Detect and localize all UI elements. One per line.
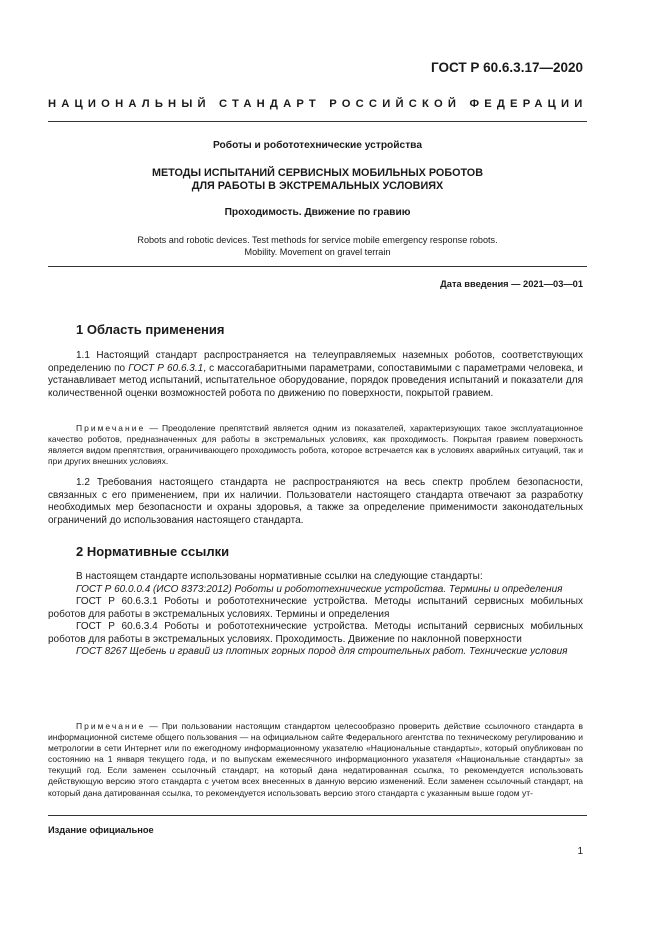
section2-heading: 2 Нормативные ссылки — [76, 544, 230, 559]
national-standard-banner: НАЦИОНАЛЬНЫЙ СТАНДАРТ РОССИЙСКОЙ ФЕДЕРАЦИИ — [48, 98, 588, 110]
section1-p1 — [48, 350, 583, 400]
doc-subtitle: Роботы и робототехнические устройства — [213, 140, 422, 151]
section2-ref1: ГОСТ Р 60.0.0.4 (ИСО 8373:2012) Роботы и робототехнические устройства. Термины и определения — [76, 583, 563, 595]
section2-note — [48, 721, 583, 799]
section2-refs — [48, 571, 583, 659]
doc-title-line2: ДЛЯ РАБОТЫ В ЭКСТРЕМАЛЬНЫХ УСЛОВИЯХ — [191, 180, 444, 192]
footer-rule — [48, 815, 587, 816]
title-rule — [48, 266, 587, 267]
section1-note-text: — Преодоление препятствий является одним из показателей, характеризующих такое эксплуатационное качество роботов, предназначенных для работы в экстремальных условиях, как проходимость. Покрытая гравием поверхность является видом препятствия, ограничивающего проходимость робота, которое встречается как в условиях аварийных ситуаций, так и при других внешних условиях. — [48, 423, 583, 467]
official-edition: Издание официальное — [48, 825, 154, 835]
doc-subtitle2: Проходимость. Движение по гравию — [224, 207, 411, 218]
section2-ref4: ГОСТ 8267 Щебень и гравий из плотных горных пород для строительных работ. Технические условия — [76, 646, 568, 657]
section1-p1-text-a: 1.1 Настоящий стандарт распространяется на телеуправляемых наземных роботов, соответствующих определению по — [48, 350, 583, 374]
section1-note — [48, 423, 583, 467]
section1-heading: 1 Область применения — [76, 322, 225, 337]
page-number: 1 — [577, 846, 583, 857]
doc-number: ГОСТ Р 60.6.3.17—2020 — [431, 60, 583, 75]
date-introduced: Дата введения — 2021—03—01 — [440, 279, 583, 289]
section2-ref2: ГОСТ Р 60.6.3.1 Роботы и робототехнические устройства. Методы испытаний сервисных мобильных роботов для работы в экстремальных условиях. Термины и определения — [48, 596, 583, 620]
section2-note-text: — При пользовании настоящим стандартом целесообразно проверить действие ссылочного стандарта в информационной системе общего пользования — на официальном сайте Федерального агентства по техническому регулированию и метрологии в сети Интернет или по ежегодному информационному указателю «Национальные стандарты», который опубликован по состоянию на 1 января текущего года, и по выпускам ежемесячного информационного указателя «Национальные стандарты» за текущий год. Если заменен ссылочный стандарт, на который дана недатированная ссылка, то рекомендуется использовать действующую версию этого стандарта с учетом всех внесенных в данную версию изменений. Если заменен ссылочный стандарт, на который дана датированная ссылка, то рекомендуется использовать версию этого стандарта с указанным выше годом ут- — [48, 721, 583, 798]
doc-title-line1: МЕТОДЫ ИСПЫТАНИЙ СЕРВИСНЫХ МОБИЛЬНЫХ РОБОТОВ — [151, 167, 484, 179]
section2-note-label: Примечание — [76, 721, 146, 731]
english-title-line1: Robots and robotic devices. Test methods for service mobile emergency response robots. — [137, 235, 498, 245]
section1-p1-text-b: , с массогабаритными параметрами, сопоставимыми с параметрами человека, и устанавливает метод испытаний, испытательное оборудование, порядок проведения испытаний и показатели для количественной оценки возможностей робота по движению по поверхности, покрытой гравием. — [48, 362, 583, 399]
section2-intro: В настоящем стандарте использованы нормативные ссылки на следующие стандарты: — [76, 571, 483, 582]
english-title-line2: Mobility. Movement on gravel terrain — [244, 247, 391, 257]
section1-note-label: Примечание — [76, 423, 146, 433]
english-title — [48, 234, 587, 258]
section1-p2-text: 1.2 Требования настоящего стандарта не распространяются на весь спектр проблем безопасности, связанных с его применением, при их наличии. Пользователи настоящего стандарта отвечают за разработку необходимых мер безопасности и охраны здоровья, а также за определение применимости законодательных ограничений до использования настоящего стандарта. — [48, 477, 583, 526]
doc-title — [48, 167, 587, 193]
section1-p2 — [48, 477, 583, 527]
section1-p1-ref: ГОСТ Р 60.6.3.1 — [128, 362, 204, 374]
header-rule — [48, 121, 587, 122]
section2-ref3: ГОСТ Р 60.6.3.4 Роботы и робототехнические устройства. Методы испытаний сервисных мобильных роботов для работы в экстремальных условиях. Проходимость. Движение по наклонной поверхности — [48, 621, 583, 645]
